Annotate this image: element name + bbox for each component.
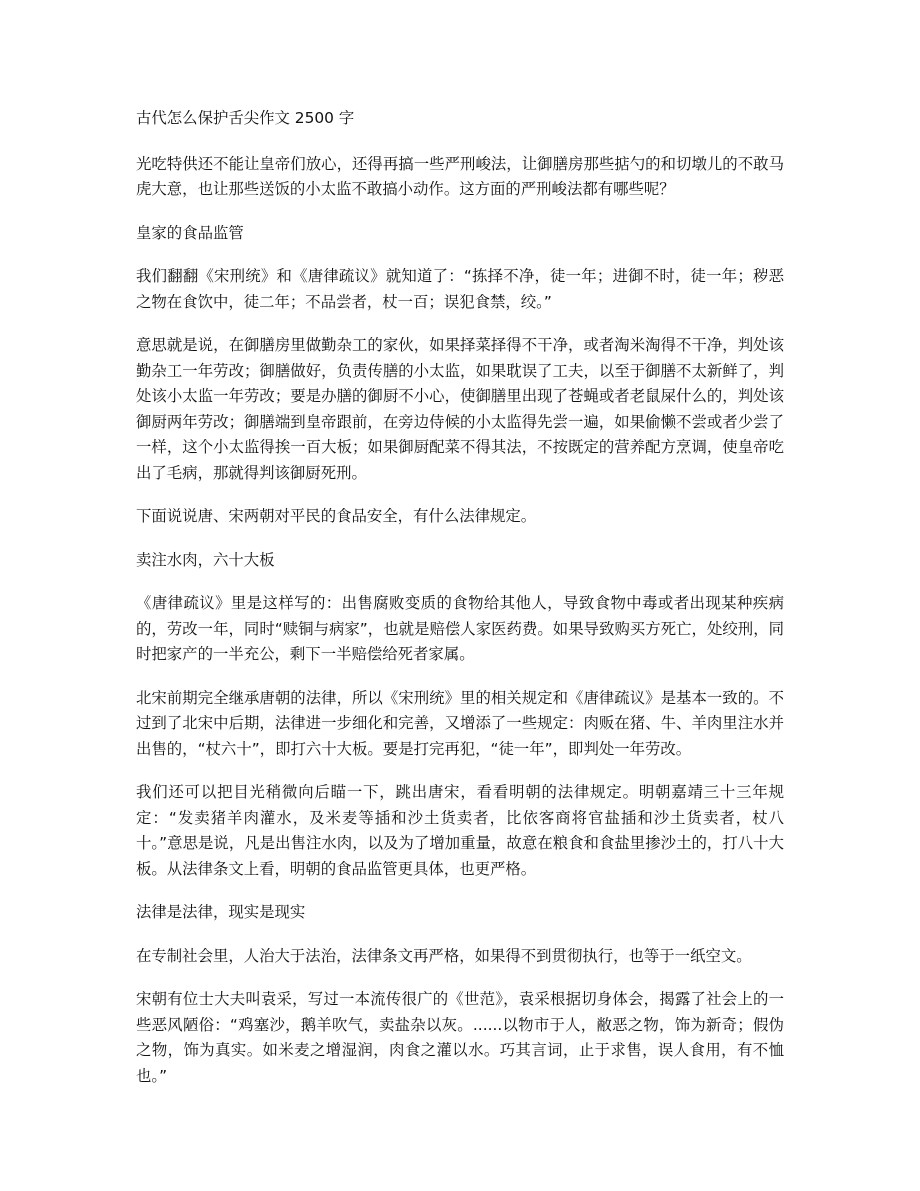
- paragraph: 意思就是说，在御膳房里做勤杂工的家伙，如果择菜择得不干净，或者淘米淘得不干净，判处该勤杂工一年劳改；御膳做好，负责传膳的小太监，如果耽误了工夫，以至于御膳不太新鲜了，判处该小太监一年劳改；要是办膳的御厨不小心，使御膳里出现了苍蝇或者老鼠屎什么的，判处该御厨两年劳改；御膳端到皇帝跟前，在旁边侍候的小太监得先尝一遍，如果偷懒不尝或者少尝了一样，这个小太监得挨一百大板；如果御厨配菜不得其法，不按既定的营养配方烹调，使皇帝吃出了毛病，那就得判该御厨死刑。: [136, 336, 784, 482]
- section-heading: 皇家的食品监管: [136, 223, 244, 242]
- document-title: 古代怎么保护舌尖作文 2500 字: [136, 109, 355, 127]
- paragraph: 我们还可以把目光稍微向后瞄一下，跳出唐宋，看看明朝的法律规定。明朝嘉靖三十三年规定：“发卖猪羊肉灌水，及米麦等插和沙土货卖者，比依客商将官盐插和沙土货卖者，杖八十。”意思是说，凡是出售注水肉，以及为了增加重量，故意在粮食和食盐里掺沙土的，打八十大板。从法律条文上看，明朝的食品监管更具体，也更严格。: [136, 783, 784, 878]
- section-heading: 法律是法律，现实是现实: [136, 903, 306, 921]
- section-heading: 卖注水肉，六十大板: [136, 550, 275, 569]
- paragraph: 光吃特供还不能让皇帝们放心，还得再搞一些严刑峻法，让御膳房那些掂勺的和切墩儿的不敢马虎大意，也让那些送饭的小太监不敢搞小动作。这方面的严刑峻法都有哪些呢？: [136, 154, 784, 198]
- document-page: [136, 106, 784, 1107]
- paragraph: 宋朝有位士大夫叫袁采，写过一本流传很广的《世范》，袁采根据切身体会，揭露了社会上的一些恶风陋俗：“鸡塞沙，鹅羊吹气，卖盐杂以灰。......以物市于人，敝恶之物，饰为新奇；假伪之物，饰为真实。如米麦之增湿润，肉食之灌以水。巧其言词，止于求售，误人食用，有不恤也。”: [136, 990, 784, 1085]
- paragraph: 《唐律疏议》里是这样写的：出售腐败变质的食物给其他人，导致食物中毒或者出现某种疾病的，劳改一年，同时“赎铜与病家”，也就是赔偿人家医药费。如果导致购买方死亡，处绞刑，同时把家产的一半充公，剩下一半赔偿给死者家属。: [136, 594, 784, 663]
- paragraph: 在专制社会里，人治大于法治，法律条文再严格，如果得不到贯彻执行，也等于一纸空文。: [136, 946, 752, 965]
- paragraph: 下面说说唐、宋两朝对平民的食品安全，有什么法律规定。: [136, 507, 537, 525]
- paragraph: 我们翻翻《宋刑统》和《唐律疏议》就知道了：“拣择不净，徒一年；进御不时，徒一年；秽恶之物在食饮中，徒二年；不品尝者，杖一百；误犯食禁，绞。”: [136, 267, 784, 311]
- paragraph: 北宋前期完全继承唐朝的法律，所以《宋刑统》里的相关规定和《唐律疏议》是基本一致的。不过到了北宋中后期，法律进一步细化和完善，又增添了一些规定：肉贩在猪、牛、羊肉里注水并出售的，“杖六十”，即打六十大板。要是打完再犯，“徒一年”，即判处一年劳改。: [136, 688, 784, 758]
